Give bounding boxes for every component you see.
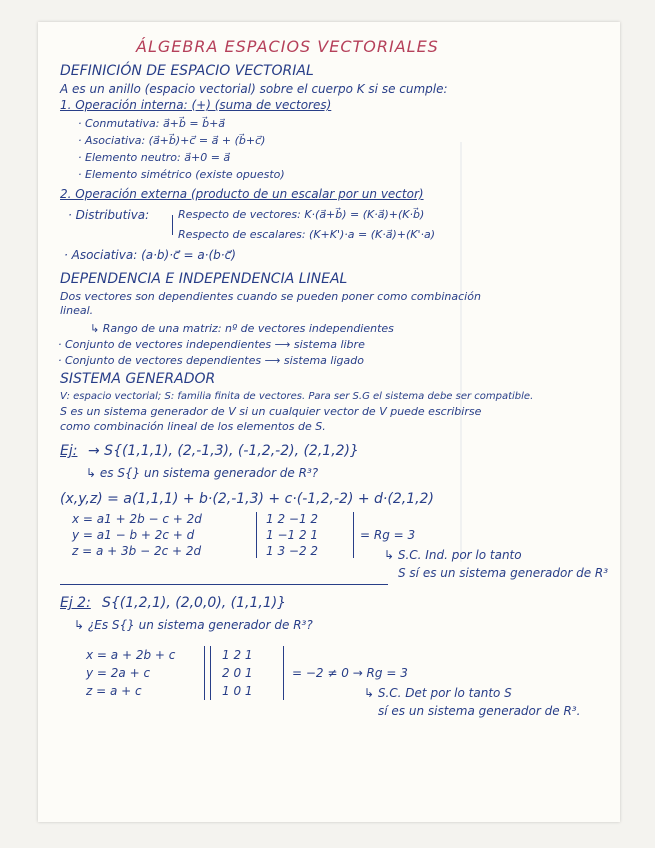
example-2-matrix-row-2: 2 0 1 <box>222 666 253 680</box>
example-2-set: S{(1,2,1), (2,0,0), (1,1,1)} <box>102 595 287 611</box>
example-2-equation-y: y = 2a + c <box>86 666 151 680</box>
example-1-combination: (x,y,z) = a(1,1,1) + b·(2,-1,3) + c·(-1,2,-2) + d·(2,1,2) <box>60 491 434 507</box>
commutative-property: · Conmutativa: a⃗+b⃗ = b⃗+a⃗ <box>78 117 226 130</box>
example-2-matrix-row-1: 1 2 1 <box>222 648 253 662</box>
example-2-conclusion-1: ↳ S.C. Det por lo tanto S <box>364 686 512 700</box>
example-2-matrix-row-3: 1 0 1 <box>222 684 253 698</box>
example-1-separator <box>60 584 388 585</box>
example-2-conclusion-2: sí es un sistema generador de R³. <box>378 704 581 718</box>
neutral-element: · Elemento neutro: a⃗+0 = a⃗ <box>78 151 231 164</box>
example-1-matrix-row-1: 1 2 −1 2 <box>266 512 319 526</box>
example-2-equation-x: x = a + 2b + c <box>86 648 176 662</box>
example-1-equation-z: z = a + 3b − 2c + 2d <box>72 544 202 558</box>
example-1-equation-y: y = a1 − b + 2c + d <box>72 528 195 542</box>
definition-intro: A es un anillo (espacio vectorial) sobre el cuerpo K si se cumple: <box>60 82 448 96</box>
distributive-scalars: Respecto de escalares: (K+K')·a = (K·a⃗)+(K'·a) <box>178 228 436 241</box>
example-2-system-bar <box>204 646 205 700</box>
definition-heading: DEFINICIÓN DE ESPACIO VECTORIAL <box>60 63 314 79</box>
distributive-label: · Distributiva: <box>68 208 150 222</box>
dependence-text-1: Dos vectores son dependientes cuando se pueden poner como combinación <box>60 290 481 303</box>
external-associative: · Asociativa: (a·b)·c⃗ = a·(b·c⃗) <box>64 248 236 262</box>
generator-definition-3: como combinación lineal de los elementos de S. <box>60 420 326 433</box>
example-1-set: → S{(1,1,1), (2,-1,3), (-1,2,-2), (2,1,2)} <box>88 443 359 459</box>
example-2-label: Ej 2: <box>60 595 91 611</box>
example-1-equation-x: x = a1 + 2b − c + 2d <box>72 512 202 526</box>
example-1-matrix-row-3: 1 3 −2 2 <box>266 544 319 558</box>
example-2-determinant: = −2 ≠ 0 → Rg = 3 <box>292 666 408 680</box>
notebook-page <box>38 22 620 822</box>
dependence-text-2: lineal. <box>60 304 94 317</box>
page-title: ÁLGEBRA ESPACIOS VECTORIALES <box>136 37 439 56</box>
distributive-bracket <box>172 215 173 235</box>
generator-definition-1: V: espacio vectorial; S: familia finita de vectores. Para ser S.G el sistema debe ser compatible. <box>60 391 534 402</box>
example-1-rank: = Rg = 3 <box>360 528 416 542</box>
example-1-label: Ej: <box>60 443 78 459</box>
generator-heading: SISTEMA GENERADOR <box>60 371 216 387</box>
internal-operation: 1. Operación interna: (+) (suma de vectores) <box>60 98 332 112</box>
example-1-question: ↳ es S{} un sistema generador de R³? <box>86 466 319 480</box>
show-through-marks <box>460 142 612 562</box>
example-1-matrix-row-2: 1 −1 2 1 <box>266 528 319 542</box>
generator-definition-2: S es un sistema generador de V si un cualquier vector de V puede escribirse <box>60 405 482 418</box>
dependence-heading: DEPENDENCIA E INDEPENDENCIA LINEAL <box>60 271 348 287</box>
example-1-conclusion-2: S sí es un sistema generador de R³ <box>398 566 609 580</box>
associative-property: · Asociativa: (a⃗+b⃗)+c⃗ = a⃗ + (b⃗+c⃗) <box>78 134 266 147</box>
example-2-equation-z: z = a + c <box>86 684 142 698</box>
example-1-conclusion-1: ↳ S.C. Ind. por lo tanto <box>384 548 522 562</box>
external-operation: 2. Operación externa (producto de un escalar por un vector) <box>60 187 424 201</box>
symmetric-element: · Elemento simétrico (existe opuesto) <box>78 168 285 181</box>
example-2-question: ↳ ¿Es S{} un sistema generador de R³? <box>74 618 313 632</box>
matrix-rank-note: ↳ Rango de una matriz: nº de vectores independientes <box>90 322 394 335</box>
independent-set-note: · Conjunto de vectores independientes ⟶ sistema libre <box>58 338 365 351</box>
dependent-set-note: · Conjunto de vectores dependientes ⟶ sistema ligado <box>58 354 364 367</box>
distributive-vectors: Respecto de vectores: K·(a⃗+b⃗) = (K·a⃗)+(K·b⃗) <box>178 208 425 221</box>
